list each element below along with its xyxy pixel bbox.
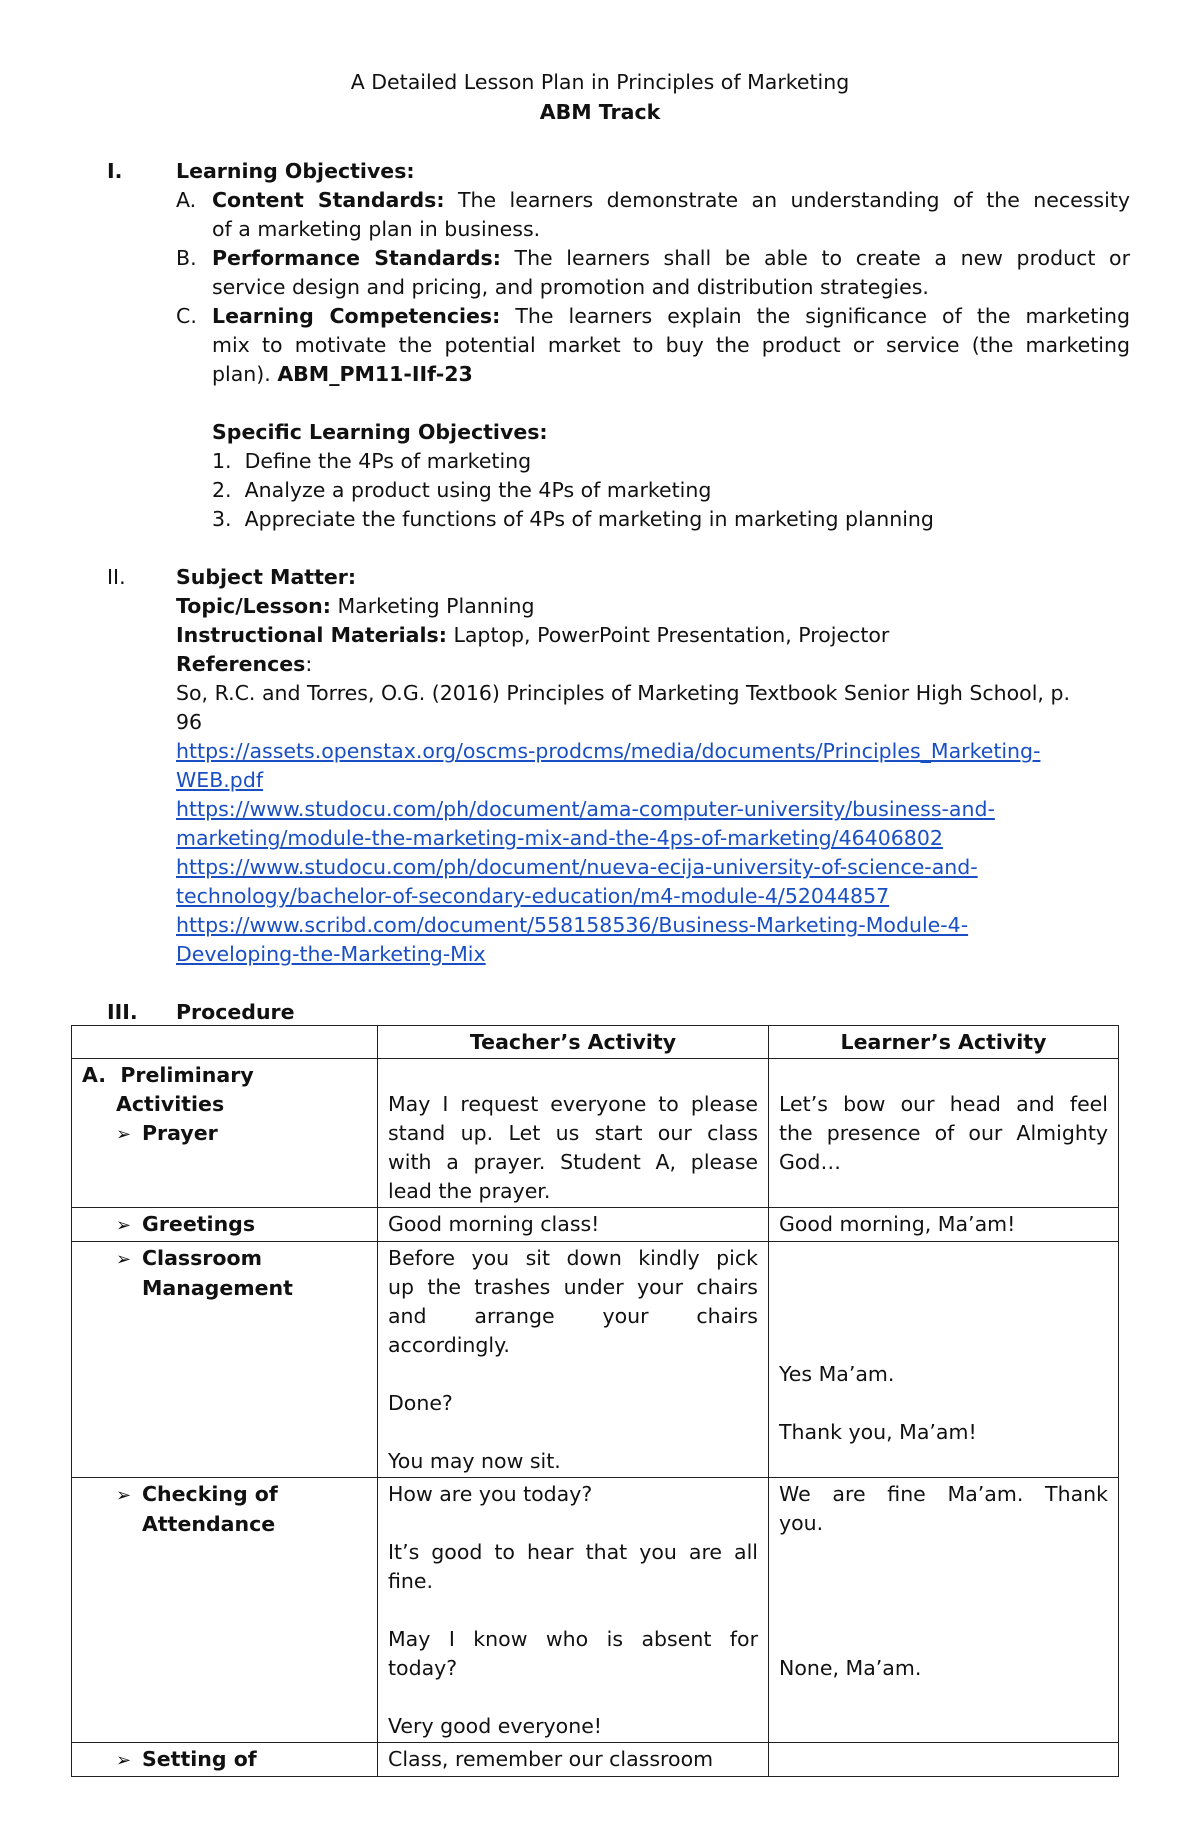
reference-link-openstax[interactable]: https://assets.openstax.org/oscms-prodcms/media/documents/Principles_Marketing-: [176, 739, 1041, 763]
section-3-heading: Procedure: [176, 1000, 295, 1024]
specific-objective-1: 1. Define the 4Ps of marketing: [212, 449, 532, 473]
teacher-cell-attendance: How are you today? It’s good to hear that you are all fine. May I know who is absent for today? Very good everyone!: [378, 1478, 769, 1743]
section-2-number: II.: [107, 565, 126, 589]
section-3-number: III.: [107, 1000, 138, 1024]
reference-link-studocu-ama[interactable]: https://www.studocu.com/ph/document/ama-computer-university/business-and-: [176, 797, 995, 821]
table-row: [72, 1208, 1119, 1242]
teacher-cell-classroom-management: Before you sit down kindly pick up the trashes under your chairs and arrange your chairs accordingly. Done? You may now sit.: [378, 1242, 769, 1478]
header-teacher-activity: Teacher’s Activity: [378, 1026, 769, 1059]
reference-link-studocu-neust[interactable]: https://www.studocu.com/ph/document/nueva-ecija-university-of-science-and-: [176, 855, 978, 879]
phase-cell-greetings: ➢ Greetings: [72, 1208, 378, 1242]
learner-cell-classroom-management: Yes Ma’am. Thank you, Ma’am!: [769, 1242, 1119, 1478]
table-row: [72, 1059, 1119, 1208]
arrowhead-bullet-icon: ➢: [116, 1215, 132, 1236]
reference-link-scribd-cont[interactable]: Developing-the-Marketing-Mix: [176, 942, 486, 966]
teacher-cell-prayer: May I request everyone to please stand up. Let us start our class with a prayer. Student A, please lead the prayer.: [378, 1059, 769, 1208]
topic-line: Topic/Lesson: Marketing Planning: [176, 594, 535, 618]
reference-link-scribd[interactable]: https://www.scribd.com/document/558158536/Business-Marketing-Module-4-: [176, 913, 969, 937]
reference-link-studocu-neust-cont[interactable]: technology/bachelor-of-secondary-education/m4-module-4/52044857: [176, 884, 890, 908]
learner-cell-prayer: Let’s bow our head and feel the presence of our Almighty God…: [769, 1059, 1119, 1208]
phase-cell-setting: ➢ Setting of: [72, 1743, 378, 1777]
content-standards-line1: Content Standards: The learners demonstrate an understanding of the necessity: [212, 188, 1130, 212]
table-row: [72, 1743, 1119, 1777]
learning-competencies-line1: Learning Competencies: The learners explain the significance of the marketing: [212, 304, 1130, 328]
learner-cell-greetings: Good morning, Ma’am!: [769, 1208, 1119, 1242]
table-header-row: [72, 1026, 1119, 1059]
section-2-heading: Subject Matter:: [176, 565, 357, 589]
learning-competencies-line2: mix to motivate the potential market to buy the product or service (the marketing: [212, 333, 1130, 357]
header-learner-activity: Learner’s Activity: [769, 1026, 1119, 1059]
specific-objectives-heading: Specific Learning Objectives:: [212, 420, 548, 444]
arrowhead-bullet-icon: ➢: [116, 1485, 132, 1506]
table-row: [72, 1242, 1119, 1478]
reference-textbook-line1: So, R.C. and Torres, O.G. (2016) Principles of Marketing Textbook Senior High School, p.: [176, 681, 1070, 705]
teacher-cell-setting: Class, remember our classroom: [378, 1743, 769, 1777]
document-title: A Detailed Lesson Plan in Principles of Marketing: [350, 70, 850, 94]
references-label: References:: [176, 652, 313, 676]
performance-standards-line2: service design and pricing, and promotion and distribution strategies.: [212, 275, 929, 299]
learning-competencies-line3: plan). ABM_PM11-IIf-23: [212, 362, 473, 386]
section-1-number: I.: [107, 159, 123, 183]
performance-standards-line1: Performance Standards: The learners shall be able to create a new product or: [212, 246, 1130, 270]
arrowhead-bullet-icon: ➢: [116, 1750, 132, 1771]
table-row: [72, 1478, 1119, 1743]
phase-cell-prayer: A. Preliminary Activities ➢ Prayer: [72, 1059, 378, 1208]
section-1-heading: Learning Objectives:: [176, 159, 415, 183]
content-standards-line2: of a marketing plan in business.: [212, 217, 541, 241]
document-subtitle: ABM Track: [539, 100, 661, 124]
performance-standards-label: B.: [176, 246, 197, 270]
learning-competencies-label: C.: [176, 304, 197, 328]
materials-line: Instructional Materials: Laptop, PowerPoint Presentation, Projector: [176, 623, 890, 647]
header-blank-cell: [72, 1026, 378, 1059]
content-standards-label: A.: [176, 188, 197, 212]
teacher-cell-greetings: Good morning class!: [378, 1208, 769, 1242]
phase-cell-classroom-management: ➢ Classroom Management: [72, 1242, 378, 1478]
reference-textbook-line2: 96: [176, 710, 203, 734]
arrowhead-bullet-icon: ➢: [116, 1249, 132, 1270]
learner-cell-attendance: We are fine Ma’am. Thank you. None, Ma’am.: [769, 1478, 1119, 1743]
specific-objective-2: 2. Analyze a product using the 4Ps of marketing: [212, 478, 712, 502]
reference-link-studocu-ama-cont[interactable]: marketing/module-the-marketing-mix-and-the-4ps-of-marketing/46406802: [176, 826, 943, 850]
arrowhead-bullet-icon: ➢: [116, 1124, 132, 1145]
specific-objective-3: 3. Appreciate the functions of 4Ps of marketing in marketing planning: [212, 507, 934, 531]
reference-link-openstax-cont[interactable]: WEB.pdf: [176, 768, 264, 792]
phase-cell-attendance: ➢ Checking of Attendance: [72, 1478, 378, 1743]
learner-cell-setting: [769, 1743, 1119, 1777]
procedure-table: [71, 1025, 1119, 1777]
